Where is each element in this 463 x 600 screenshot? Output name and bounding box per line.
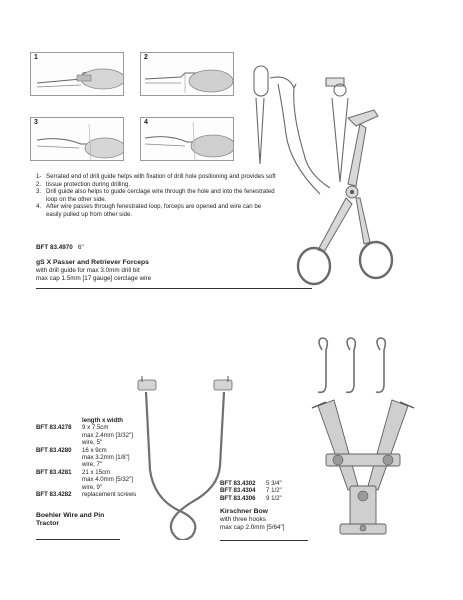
product-size: 9 1/2" <box>266 494 282 502</box>
spec-line: max 2.4mm [3/32"] <box>82 431 133 439</box>
panel-number: 3 <box>34 119 38 126</box>
table-row <box>36 469 136 491</box>
step-item: 1-2. Serrated end of drill guide helps with fixation of drill hole positioning and provides soft tissue protection during drilling. <box>36 173 276 188</box>
boehler-title: Boehler Wire and Pin Tractor <box>36 512 105 527</box>
hand-drill-illustration <box>141 118 234 161</box>
product-desc: max cap 1.5mm [17 gauge] cerclage wire <box>36 275 152 282</box>
product-code: BFT 83.4280 <box>36 446 72 454</box>
product-size: 6" <box>78 244 84 251</box>
kirschner-title-block <box>220 508 285 532</box>
boehler-spec-table <box>36 417 136 498</box>
product-code-line <box>36 244 276 252</box>
spec-line: replacement screws <box>82 491 137 499</box>
spec-line: wire, 5" <box>82 439 103 447</box>
spec-line: max 4.0mm [5/32"] <box>82 476 133 484</box>
section-divider <box>36 288 312 289</box>
product-name: gS X Passer and Retriever Forceps <box>36 259 149 266</box>
product-size: 7 1/2" <box>266 487 282 495</box>
table-row <box>36 491 136 498</box>
spec-line: max 3.2mm [1/8"] <box>82 454 130 462</box>
column-header: length x width <box>82 417 123 424</box>
kirschner-spec-table <box>220 480 282 502</box>
step-panel-1 <box>30 52 124 96</box>
hand-drill-illustration <box>141 53 234 96</box>
product-code: BFT 83.4278 <box>36 424 72 432</box>
spec-line: wire, 9" <box>82 483 103 491</box>
product-desc: with drill guide for max 3.0mm drill bit <box>36 267 140 274</box>
product-desc: with three hooks <box>220 516 266 523</box>
spec-line: 21 x 15cm <box>82 468 111 476</box>
table-row <box>220 487 282 494</box>
product-code: BFT 83.4302 <box>220 480 256 487</box>
hand-drill-illustration <box>31 118 124 161</box>
product-code: BFT 83.4306 <box>220 494 256 502</box>
hand-drill-illustration <box>31 53 124 96</box>
product-desc: max cap 2.0mm [5/64"] <box>220 524 285 531</box>
product-code: BFT 83.4970 <box>36 244 73 251</box>
product-code: BFT 83.4304 <box>220 487 256 495</box>
section-divider <box>36 539 120 540</box>
table-row <box>220 495 282 502</box>
kirschner-bow-illustration <box>300 336 430 556</box>
table-header-row <box>36 417 136 424</box>
forceps-product-block <box>36 244 276 283</box>
product-size: 5 3/4" <box>266 480 282 487</box>
step-panel-4 <box>140 117 234 161</box>
step-panel-3 <box>30 117 124 161</box>
table-row <box>36 447 136 469</box>
step-item: 3. Drill guide also helps to guide cerclage wire through the hole and into the fenestrated loop on the other side. <box>36 188 275 203</box>
table-row <box>220 480 282 487</box>
product-code: BFT 83.4282 <box>36 491 72 499</box>
spec-line: wire, 7" <box>82 461 103 469</box>
table-row <box>36 424 136 446</box>
step-panel-2 <box>140 52 234 96</box>
spec-line: 9 x 7.5cm <box>82 424 109 432</box>
panel-number: 1 <box>34 54 38 61</box>
panel-number: 2 <box>144 54 148 61</box>
kirschner-title: Kirschner Bow <box>220 508 268 515</box>
panel-number: 4 <box>144 119 148 126</box>
step-item: 4. After wire passes through fenestrated loop, forceps are opened and wire can be easily pulled up from other side. <box>36 203 262 218</box>
section-divider <box>220 540 308 541</box>
spec-line: 16 x 9cm <box>82 446 107 454</box>
instruction-steps <box>36 173 276 219</box>
product-code: BFT 83.4281 <box>36 468 72 476</box>
